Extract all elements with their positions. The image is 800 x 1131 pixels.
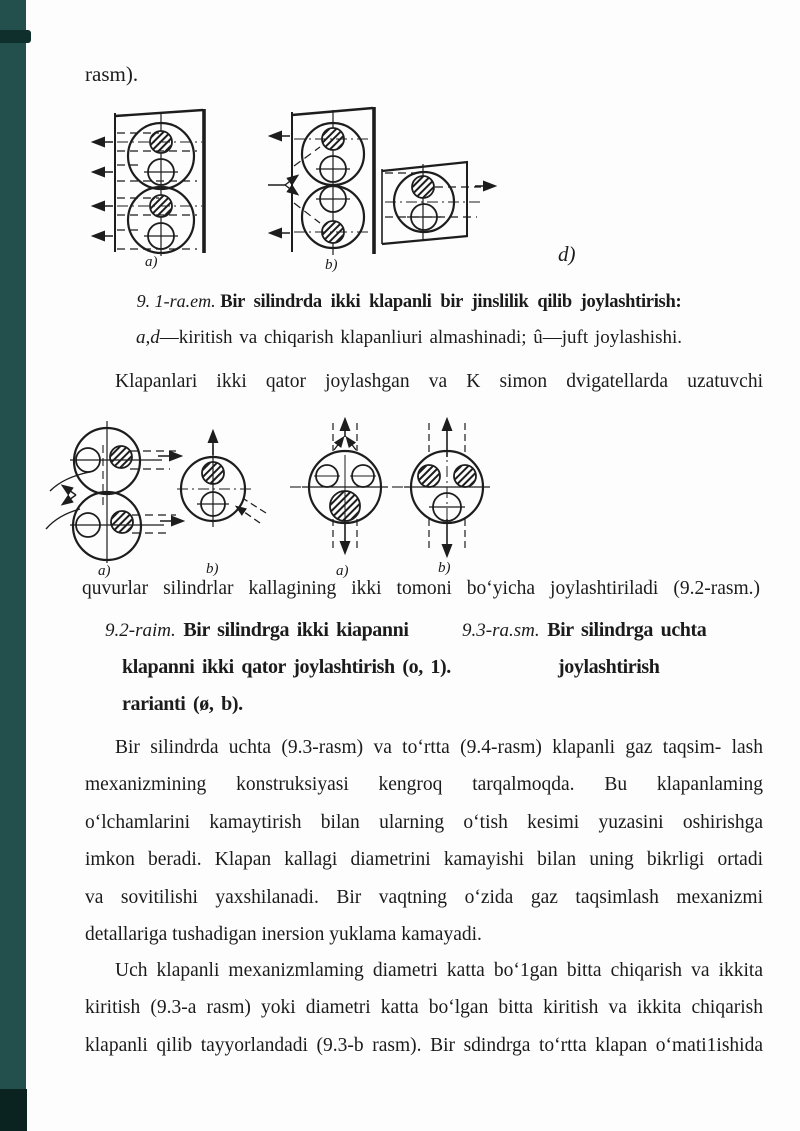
- figure-9-1-legend: [85, 327, 733, 349]
- paragraph-2: [85, 952, 763, 1064]
- fig93-label-b: b): [438, 560, 451, 576]
- paragraph-1: [85, 729, 763, 953]
- paragraph-line: va sovitilishi yaxshilanadi. Bir vaqtning oʻzida gaz taqsimlash mexanizmi: [85, 886, 763, 908]
- flow-arrows-left: [94, 142, 113, 236]
- paragraph-line: Uch klapanli mexanizmlaming diametri katta boʻ1gan bitta chiqarish va ikkita: [115, 960, 763, 981]
- legend-text: —kiritish va chiqarish klapanliuri almashinadi; û—juft joylashishi.: [159, 327, 683, 348]
- figure-9-3-title: Bir silindrga uchta: [547, 619, 707, 641]
- figure-9-2-9-3-drawing: [30, 415, 510, 580]
- exhaust-valve: [110, 446, 132, 468]
- figure-9-1-drawing: [85, 103, 600, 275]
- fig93-label-a: a): [336, 563, 349, 579]
- fig92-label-a: a): [98, 563, 111, 579]
- figure-9-2-caption-line3: rarianti (ø, b).: [122, 693, 243, 715]
- fig91-diagram-b-offset-block: [382, 161, 494, 244]
- figure-9-3-caption-line2: joylashtirish: [558, 656, 660, 678]
- exhaust-valve: [454, 465, 476, 487]
- paragraph-line: klapanli qilib tayyorlandadi (9.3-b rasm). Bir sdindrga toʻrtta klapan oʻmati1ishida: [85, 1034, 763, 1056]
- fig91-label-d: d): [558, 242, 576, 266]
- paragraph-line: mexanizmining konstruksiyasi kengroq tarqalmoqda. Bu klapanlaming: [85, 774, 763, 796]
- legend-keys: a,d: [135, 327, 160, 348]
- paragraph-line: imkon beradi. Klapan kallagi diametrini kamayishi bilan uning bikrligi ortadi: [85, 849, 763, 871]
- after-figure-sentence: quvurlar silindrlar kallagining ikki tomoni boʻyicha joylashtiriladi (9.2-rasm.): [82, 578, 760, 599]
- fig92-label-b: b): [206, 561, 219, 577]
- lead-sentence: Klapanlari ikki qator joylashgan va K simon dvigatellarda uzatuvchi: [115, 371, 763, 392]
- spine-notch: [0, 30, 31, 43]
- paragraph-line: oʻlchamlarini kamaytirish bilan ularning oʻtish kesimi yuzasini oshirishga: [85, 811, 763, 833]
- figure-9-2-title: Bir silindrga ikki kiapanni: [183, 619, 409, 641]
- paragraph-line: kiritish (9.3-a rasm) yoki diametri katta boʻlgan bitta kiritish va ikkita chiqarish: [85, 997, 763, 1019]
- figure-9-1-number: 9. 1-ra.em.: [136, 291, 216, 311]
- figure-9-1-title: Bir silindrda ikki klapanli bir jinslilik qilib joylashtirish:: [220, 292, 682, 312]
- spine-shadow: [0, 1089, 27, 1131]
- figure-9-2-caption-line2: klapanni ikki qator joylashtirish (o, 1).: [122, 656, 451, 678]
- fig91-diagram-a: [94, 109, 204, 256]
- fig92-diagram-b: [177, 432, 266, 527]
- figure-9-3-number: 9.3-ra.sm.: [462, 620, 540, 641]
- fig91-label-a: a): [145, 254, 158, 270]
- branch-arrow: [63, 486, 76, 504]
- fig93-diagram-b: [392, 420, 490, 555]
- exhaust-valve: [418, 465, 440, 487]
- exhaust-valve: [412, 176, 434, 198]
- fig93-diagram-a: [290, 420, 388, 552]
- book-spine-edge: [0, 0, 26, 1131]
- exhaust-valve: [111, 511, 133, 533]
- figure-9-3-caption-line1: [462, 619, 706, 642]
- paragraph-line: detallariga tushadigan inersion yuklama kamayadi.: [85, 924, 482, 946]
- fig92-diagram-a: [46, 421, 182, 563]
- figure-9-2-number: 9.2-raim.: [105, 620, 176, 641]
- paragraph-line: Bir silindrda uchta (9.3-rasm) va toʻrtta (9.4-rasm) klapanli gaz taqsim- lash: [115, 737, 763, 758]
- fig91-label-b: b): [325, 257, 338, 273]
- figure-9-1-caption: [85, 291, 733, 313]
- page-top-text: rasm).: [85, 62, 139, 86]
- fig91-diagram-b: [268, 107, 494, 255]
- figure-9-2-caption-line1: [105, 619, 409, 642]
